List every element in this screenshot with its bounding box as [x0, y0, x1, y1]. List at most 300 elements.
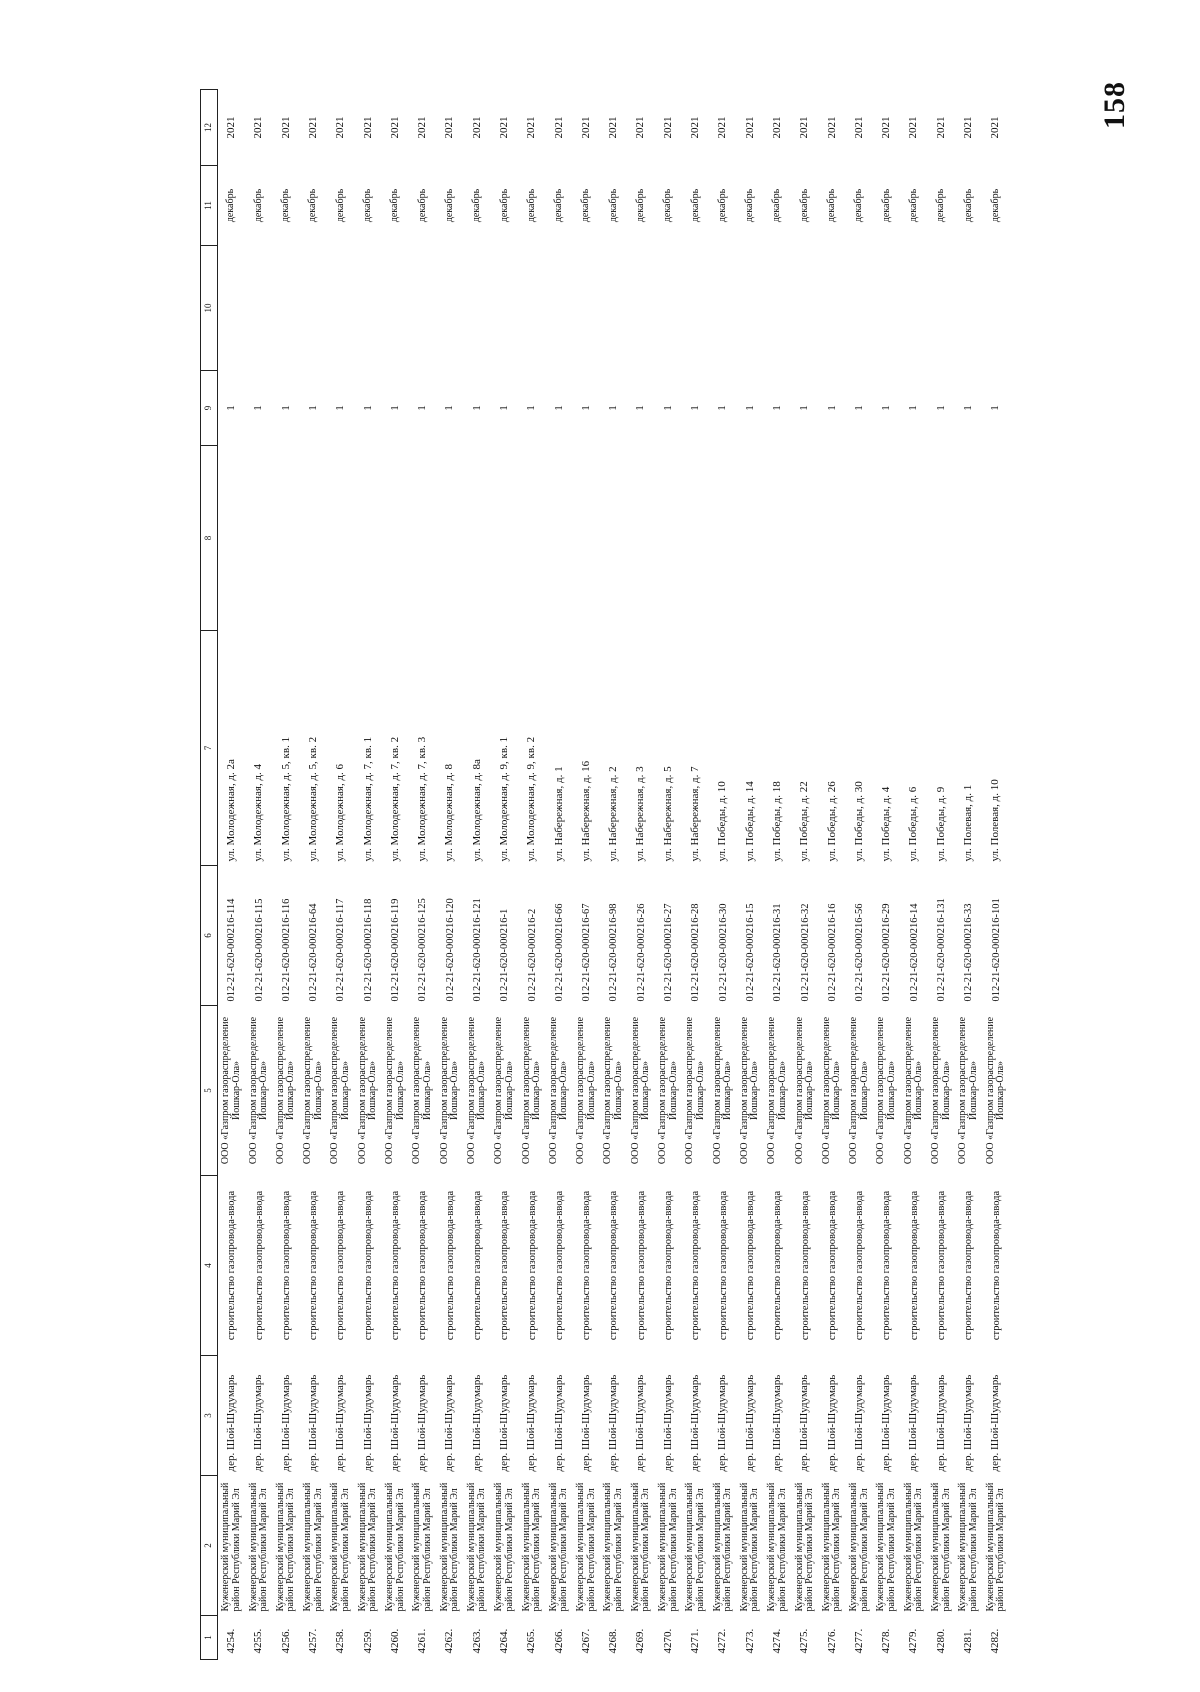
address-cell: ул. Набережная, д. 16: [579, 760, 592, 862]
work-type-cell: строительство газопровода-ввода: [444, 1190, 456, 1341]
column-10-cell: [273, 246, 300, 371]
work-type-cell: строительство газопровода-ввода: [854, 1190, 866, 1341]
month-cell: декабрь: [989, 188, 1001, 223]
table-row: [600, 90, 627, 1660]
district-cell: Куженерский муниципальный район Республики Марий Эл: [356, 1482, 379, 1612]
column-header: 6: [201, 866, 218, 1006]
district-cell: Куженерский муниципальный район Республики Марий Эл: [738, 1482, 761, 1612]
object-code-cell: 012-21-620-000216-121: [471, 898, 483, 1002]
organization-cell: ООО «Газпром газораспределение Йошкар-Ола»: [820, 1016, 843, 1165]
quantity-cell: 1: [825, 405, 838, 411]
work-type-cell: строительство газопровода-ввода: [335, 1190, 347, 1341]
organization-cell: ООО «Газпром газораспределение Йошкар-Ола»: [547, 1016, 570, 1165]
locality-cell: дер. Шой-Шудумарь: [525, 1374, 538, 1472]
district-cell: Куженерский муниципальный район Республики Марий Эл: [520, 1482, 543, 1612]
column-8-cell: [546, 446, 573, 631]
column-10-cell: [819, 246, 846, 371]
column-10-cell: [327, 246, 354, 371]
month-cell: декабрь: [416, 188, 428, 223]
quantity-cell: 1: [416, 405, 429, 411]
table-row: [846, 90, 873, 1660]
column-10-cell: [982, 246, 1010, 371]
row-number: 4275.: [798, 1628, 811, 1654]
month-cell: декабрь: [471, 188, 483, 223]
locality-cell: дер. Шой-Шудумарь: [416, 1374, 429, 1472]
table-row: [901, 90, 928, 1660]
column-8-cell: [737, 446, 764, 631]
organization-cell: ООО «Газпром газораспределение Йошкар-Ола»: [274, 1016, 297, 1165]
work-type-cell: строительство газопровода-ввода: [990, 1190, 1002, 1341]
object-code-cell: 012-21-620-000216-16: [826, 903, 838, 1002]
month-cell: декабрь: [389, 188, 401, 223]
object-code-cell: 012-21-620-000216-2: [526, 908, 538, 1002]
row-number: 4255.: [252, 1628, 265, 1654]
month-cell: декабрь: [771, 188, 783, 223]
column-10-cell: [655, 246, 682, 371]
month-cell: декабрь: [362, 188, 374, 223]
month-cell: декабрь: [252, 188, 264, 223]
organization-cell: ООО «Газпром газораспределение Йошкар-Ола»: [247, 1016, 270, 1165]
work-type-cell: строительство газопровода-ввода: [553, 1190, 565, 1341]
district-cell: Куженерский муниципальный район Республики Марий Эл: [411, 1482, 433, 1612]
locality-cell: дер. Шой-Шудумарь: [334, 1374, 347, 1472]
month-cell: декабрь: [525, 188, 537, 223]
organization-cell: ООО «Газпром газораспределение Йошкар-Ола»: [984, 1016, 1007, 1165]
column-8-cell: [764, 446, 791, 631]
table-row: [710, 90, 737, 1660]
month-cell: декабрь: [689, 188, 701, 223]
locality-cell: дер. Шой-Шудумарь: [279, 1374, 292, 1472]
quantity-cell: 1: [443, 405, 456, 411]
year-cell: 2021: [361, 116, 374, 139]
address-cell: ул. Набережная, д. 5: [661, 766, 674, 862]
object-code-cell: 012-21-620-000216-28: [690, 903, 702, 1002]
month-cell: декабрь: [334, 188, 346, 223]
locality-cell: дер. Шой-Шудумарь: [852, 1374, 865, 1472]
quantity-cell: 1: [552, 405, 565, 411]
district-cell: Куженерский муниципальный район Республики Марий Эл: [329, 1482, 351, 1612]
year-cell: 2021: [743, 116, 756, 139]
quantity-cell: 1: [334, 405, 347, 411]
object-code-cell: 012-21-620-000216-29: [881, 903, 893, 1002]
rotated-table-container: [200, 90, 1010, 1660]
organization-cell: ООО «Газпром газораспределение Йошкар-Ола»: [329, 1016, 351, 1165]
organization-cell: ООО «Газпром газораспределение Йошкар-Ола»: [575, 1016, 597, 1165]
year-cell: 2021: [962, 116, 975, 139]
column-8-cell: [355, 446, 382, 631]
district-cell: Куженерский муниципальный район Республики Марий Эл: [657, 1482, 679, 1612]
column-8-cell: [300, 446, 327, 631]
object-code-cell: 012-21-620-000216-114: [226, 898, 238, 1002]
locality-cell: дер. Шой-Шудумарь: [388, 1374, 401, 1472]
quantity-cell: 1: [880, 405, 893, 411]
locality-cell: дер. Шой-Шудумарь: [361, 1374, 374, 1472]
work-type-cell: строительство газопровода-ввода: [799, 1190, 811, 1341]
table-row: [737, 90, 764, 1660]
column-8-cell: [710, 446, 737, 631]
quantity-cell: 1: [798, 405, 811, 411]
year-cell: 2021: [224, 116, 237, 139]
quantity-cell: 1: [361, 405, 374, 411]
organization-cell: ООО «Газпром газораспределение Йошкар-Ола»: [438, 1016, 461, 1165]
month-cell: декабрь: [716, 188, 728, 223]
row-number: 4267.: [579, 1628, 592, 1654]
row-number: 4282.: [989, 1628, 1002, 1654]
work-type-cell: строительство газопровода-ввода: [581, 1190, 593, 1341]
work-type-cell: строительство газопровода-ввода: [308, 1190, 320, 1341]
column-header: 8: [201, 446, 218, 631]
work-type-cell: строительство газопровода-ввода: [526, 1190, 538, 1341]
row-number: 4277.: [852, 1628, 865, 1654]
object-code-cell: 012-21-620-000216-119: [390, 898, 402, 1002]
district-cell: Куженерский муниципальный район Республики Марий Эл: [957, 1482, 979, 1612]
work-type-cell: строительство газопровода-ввода: [499, 1190, 511, 1341]
year-cell: 2021: [607, 116, 620, 139]
column-10-cell: [682, 246, 709, 371]
year-cell: 2021: [252, 116, 265, 139]
column-10-cell: [409, 246, 436, 371]
year-cell: 2021: [798, 116, 811, 139]
object-code-cell: 012-21-620-000216-131: [936, 898, 948, 1002]
column-10-cell: [573, 246, 600, 371]
quantity-cell: 1: [579, 405, 592, 411]
organization-cell: ООО «Газпром газораспределение Йошкар-Ола»: [384, 1016, 406, 1165]
district-cell: Куженерский муниципальный район Республики Марий Эл: [902, 1482, 925, 1612]
district-cell: Куженерский муниципальный район Республики Марий Эл: [711, 1482, 734, 1612]
column-8-cell: [928, 446, 955, 631]
column-header: 7: [201, 631, 218, 866]
table-row: [327, 90, 354, 1660]
table-row: [628, 90, 655, 1660]
organization-cell: ООО «Газпром газораспределение Йошкар-Ола»: [356, 1016, 379, 1165]
column-10-cell: [901, 246, 928, 371]
row-number: 4281.: [962, 1628, 975, 1654]
quantity-cell: 1: [498, 405, 510, 411]
row-number: 4276.: [825, 1628, 838, 1654]
column-header: 2: [201, 1476, 218, 1616]
column-10-cell: [355, 246, 382, 371]
address-cell: ул. Молодежная, д. 5, кв. 1: [279, 736, 292, 862]
address-cell: ул. Победы, д. 14: [743, 781, 756, 862]
quantity-cell: 1: [306, 405, 319, 411]
quantity-cell: 1: [852, 405, 865, 411]
column-8-cell: [982, 446, 1010, 631]
quantity-cell: 1: [470, 405, 483, 411]
quantity-cell: 1: [716, 405, 729, 411]
row-number: 4258.: [334, 1628, 347, 1654]
column-10-cell: [710, 246, 737, 371]
year-cell: 2021: [306, 116, 319, 139]
column-10-cell: [600, 246, 627, 371]
work-type-cell: строительство газопровода-ввода: [471, 1190, 483, 1341]
quantity-cell: 1: [962, 405, 975, 411]
year-cell: 2021: [689, 116, 702, 139]
locality-cell: дер. Шой-Шудумарь: [907, 1374, 920, 1472]
object-code-cell: 012-21-620-000216-98: [608, 903, 620, 1002]
organization-cell: ООО «Газпром газораспределение Йошкар-Ола»: [711, 1016, 734, 1165]
work-type-cell: строительство газопровода-ввода: [772, 1190, 784, 1341]
district-cell: Куженерский муниципальный район Республики Марий Эл: [848, 1482, 870, 1612]
district-cell: Куженерский муниципальный район Республики Марий Эл: [820, 1482, 843, 1612]
address-cell: ул. Победы, д. 18: [770, 781, 783, 862]
quantity-cell: 1: [388, 405, 401, 411]
organization-cell: ООО «Газпром газораспределение Йошкар-Ола»: [629, 1016, 652, 1165]
object-code-cell: 012-21-620-000216-26: [635, 903, 647, 1002]
row-number: 4256.: [279, 1628, 292, 1654]
column-10-cell: [382, 246, 409, 371]
address-cell: ул. Молодежная, д. 7, кв. 1: [361, 736, 374, 862]
organization-cell: ООО «Газпром газораспределение Йошкар-Ола»: [875, 1016, 897, 1165]
district-cell: Куженерский муниципальный район Республики Марий Эл: [384, 1482, 406, 1612]
month-cell: декабрь: [798, 188, 810, 223]
month-cell: декабрь: [635, 188, 646, 223]
row-number: 4268.: [607, 1628, 620, 1654]
locality-cell: дер. Шой-Шудумарь: [825, 1374, 838, 1472]
year-cell: 2021: [634, 116, 647, 139]
column-8-cell: [901, 446, 928, 631]
address-cell: ул. Полевая, д. 10: [989, 779, 1002, 862]
district-cell: Куженерский муниципальный район Республики Марий Эл: [629, 1482, 652, 1612]
table-row: [245, 90, 272, 1660]
table-row: [300, 90, 327, 1660]
column-header: 12: [201, 90, 218, 166]
row-number: 4259.: [361, 1628, 374, 1654]
address-cell: ул. Победы, д. 26: [825, 781, 838, 862]
row-number: 4254.: [224, 1628, 237, 1654]
locality-cell: дер. Шой-Шудумарь: [443, 1374, 456, 1472]
quantity-cell: 1: [689, 405, 702, 411]
column-8-cell: [655, 446, 682, 631]
address-cell: ул. Молодежная, д. 9, кв. 1: [498, 736, 510, 862]
column-header: 5: [201, 1006, 218, 1176]
address-cell: ул. Молодежная, д. 7, кв. 3: [416, 736, 429, 862]
row-number: 4257.: [306, 1628, 319, 1654]
locality-cell: дер. Шой-Шудумарь: [552, 1374, 565, 1472]
column-10-cell: [491, 246, 518, 371]
district-cell: Куженерский муниципальный район Республики Марий Эл: [302, 1482, 324, 1612]
quantity-cell: 1: [770, 405, 783, 411]
column-10-cell: [737, 246, 764, 371]
table-row: [982, 90, 1010, 1660]
object-code-cell: 012-21-620-000216-1: [499, 908, 511, 1002]
table-row: [546, 90, 573, 1660]
organization-cell: ООО «Газпром газораспределение Йошкар-Ола»: [602, 1016, 624, 1165]
column-10-cell: [873, 246, 900, 371]
table-row: [518, 90, 545, 1660]
table-row: [791, 90, 818, 1660]
locality-cell: дер. Шой-Шудумарь: [689, 1374, 702, 1472]
year-cell: 2021: [416, 116, 429, 139]
year-cell: 2021: [525, 116, 538, 139]
column-10-cell: [955, 246, 982, 371]
organization-cell: ООО «Газпром газораспределение Йошкар-Ола»: [793, 1016, 816, 1165]
object-code-cell: 012-21-620-000216-115: [253, 898, 265, 1002]
month-cell: декабрь: [662, 188, 674, 223]
quantity-cell: 1: [634, 405, 647, 411]
column-8-cell: [327, 446, 354, 631]
organization-cell: ООО «Газпром газораспределение Йошкар-Ола»: [520, 1016, 543, 1165]
year-cell: 2021: [334, 116, 347, 139]
district-cell: Куженерский муниципальный район Республики Марий Эл: [274, 1482, 297, 1612]
district-cell: Куженерский муниципальный район Республики Марий Эл: [247, 1482, 270, 1612]
organization-cell: ООО «Газпром газораспределение Йошкар-Ола»: [493, 1016, 515, 1165]
column-header: 3: [201, 1356, 218, 1476]
month-cell: декабрь: [580, 188, 592, 223]
locality-cell: дер. Шой-Шудумарь: [634, 1374, 647, 1472]
object-code-cell: 012-21-620-000216-118: [362, 898, 374, 1002]
locality-cell: дер. Шой-Шудумарь: [743, 1374, 756, 1472]
column-8-cell: [464, 446, 491, 631]
table-body: [218, 90, 1011, 1660]
organization-cell: ООО «Газпром газораспределение Йошкар-Ола»: [766, 1016, 788, 1165]
address-cell: ул. Победы, д. 6: [907, 786, 920, 862]
object-code-cell: 012-21-620-000216-125: [417, 898, 429, 1002]
month-cell: декабрь: [307, 188, 319, 223]
locality-cell: дер. Шой-Шудумарь: [716, 1374, 729, 1472]
row-number: 4271.: [689, 1628, 702, 1654]
organization-cell: ООО «Газпром газораспределение Йошкар-Ола»: [302, 1016, 324, 1165]
locality-cell: дер. Шой-Шудумарь: [880, 1374, 893, 1472]
column-8-cell: [273, 446, 300, 631]
year-cell: 2021: [443, 116, 456, 139]
locality-cell: дер. Шой-Шудумарь: [770, 1374, 783, 1472]
column-8-cell: [846, 446, 873, 631]
row-number: 4265.: [525, 1628, 538, 1654]
year-cell: 2021: [989, 116, 1002, 139]
locality-cell: дер. Шой-Шудумарь: [252, 1374, 265, 1472]
address-cell: ул. Набережная, д. 7: [689, 766, 702, 862]
quantity-cell: 1: [279, 405, 292, 411]
object-code-cell: 012-21-620-000216-67: [581, 903, 593, 1002]
address-cell: ул. Молодежная, д. 4: [252, 763, 265, 862]
year-cell: 2021: [770, 116, 783, 139]
column-8-cell: [245, 446, 272, 631]
organization-cell: ООО «Газпром газораспределение Йошкар-Ола»: [465, 1016, 488, 1165]
row-number: 4263.: [470, 1628, 483, 1654]
column-header: 10: [201, 246, 218, 371]
column-10-cell: [218, 246, 246, 371]
month-cell: декабрь: [962, 188, 974, 223]
year-cell: 2021: [498, 116, 510, 139]
organization-cell: ООО «Газпром газораспределение Йошкар-Ола»: [657, 1016, 679, 1165]
year-cell: 2021: [579, 116, 592, 139]
column-8-cell: [600, 446, 627, 631]
month-cell: декабрь: [607, 188, 619, 223]
row-number: 4278.: [880, 1628, 893, 1654]
year-cell: 2021: [552, 116, 565, 139]
column-header: 11: [201, 166, 218, 246]
object-code-cell: 012-21-620-000216-14: [908, 903, 920, 1002]
row-number: 4261.: [416, 1628, 429, 1654]
address-cell: ул. Победы, д. 10: [716, 781, 729, 862]
address-cell: ул. Набережная, д. 3: [634, 766, 647, 862]
table-row: [355, 90, 382, 1660]
month-cell: декабрь: [553, 188, 565, 223]
work-type-cell: строительство газопровода-ввода: [608, 1190, 620, 1341]
table-row: [409, 90, 436, 1660]
column-header: 1: [201, 1616, 218, 1660]
column-10-cell: [928, 246, 955, 371]
gasification-registry-table: [200, 89, 1010, 1660]
table-row: [655, 90, 682, 1660]
object-code-cell: 012-21-620-000216-64: [308, 903, 320, 1002]
table-row: [928, 90, 955, 1660]
object-code-cell: 012-21-620-000216-32: [799, 903, 811, 1002]
month-cell: декабрь: [853, 188, 865, 223]
object-code-cell: 012-21-620-000216-33: [963, 903, 975, 1002]
address-cell: ул. Победы, д. 4: [880, 786, 893, 862]
row-number: 4279.: [907, 1628, 920, 1654]
work-type-cell: строительство газопровода-ввода: [635, 1190, 647, 1341]
work-type-cell: строительство газопровода-ввода: [881, 1190, 893, 1341]
work-type-cell: строительство газопровода-ввода: [963, 1190, 975, 1341]
column-number-header-row: [201, 90, 218, 1660]
district-cell: Куженерский муниципальный район Республики Марий Эл: [875, 1482, 897, 1612]
district-cell: Куженерский муниципальный район Республики Марий Эл: [575, 1482, 597, 1612]
locality-cell: дер. Шой-Шудумарь: [470, 1374, 483, 1472]
column-8-cell: [218, 446, 246, 631]
column-10-cell: [628, 246, 655, 371]
column-10-cell: [846, 246, 873, 371]
month-cell: декабрь: [225, 188, 237, 223]
month-cell: декабрь: [280, 188, 292, 223]
locality-cell: дер. Шой-Шудумарь: [962, 1374, 975, 1472]
column-8-cell: [491, 446, 518, 631]
row-number: 4274.: [770, 1628, 783, 1654]
column-10-cell: [764, 246, 791, 371]
year-cell: 2021: [716, 116, 729, 139]
column-8-cell: [628, 446, 655, 631]
locality-cell: дер. Шой-Шудумарь: [798, 1374, 811, 1472]
column-10-cell: [245, 246, 272, 371]
work-type-cell: строительство газопровода-ввода: [390, 1190, 402, 1341]
district-cell: Куженерский муниципальный район Республики Марий Эл: [438, 1482, 461, 1612]
table-row: [764, 90, 791, 1660]
organization-cell: ООО «Газпром газораспределение Йошкар-Ола»: [220, 1016, 242, 1165]
address-cell: ул. Набережная, д. 1: [552, 766, 565, 862]
column-header: 4: [201, 1176, 218, 1356]
column-8-cell: [819, 446, 846, 631]
work-type-cell: строительство газопровода-ввода: [253, 1190, 265, 1341]
organization-cell: ООО «Газпром газораспределение Йошкар-Ола»: [957, 1016, 979, 1165]
row-number: 4272.: [716, 1628, 729, 1654]
address-cell: ул. Полевая, д. 1: [962, 784, 975, 862]
column-8-cell: [682, 446, 709, 631]
column-8-cell: [518, 446, 545, 631]
address-cell: ул. Молодежная, д. 7, кв. 2: [388, 736, 401, 862]
year-cell: 2021: [825, 116, 838, 139]
year-cell: 2021: [470, 116, 483, 139]
district-cell: Куженерский муниципальный район Республики Марий Эл: [766, 1482, 788, 1612]
work-type-cell: строительство газопровода-ввода: [362, 1190, 374, 1341]
year-cell: 2021: [388, 116, 401, 139]
column-10-cell: [437, 246, 464, 371]
column-8-cell: [955, 446, 982, 631]
quantity-cell: 1: [743, 405, 756, 411]
month-cell: декабрь: [935, 188, 947, 223]
column-8-cell: [437, 446, 464, 631]
month-cell: декабрь: [907, 188, 919, 223]
column-8-cell: [382, 446, 409, 631]
address-cell: ул. Молодежная, д. 6: [334, 763, 347, 862]
work-type-cell: строительство газопровода-ввода: [717, 1190, 729, 1341]
year-cell: 2021: [934, 116, 947, 139]
row-number: 4264.: [498, 1628, 510, 1654]
address-cell: ул. Молодежная, д. 2а: [224, 759, 237, 862]
address-cell: ул. Молодежная, д. 8: [443, 763, 456, 862]
row-number: 4273.: [743, 1628, 756, 1654]
district-cell: Куженерский муниципальный район Республики Марий Эл: [684, 1482, 706, 1612]
